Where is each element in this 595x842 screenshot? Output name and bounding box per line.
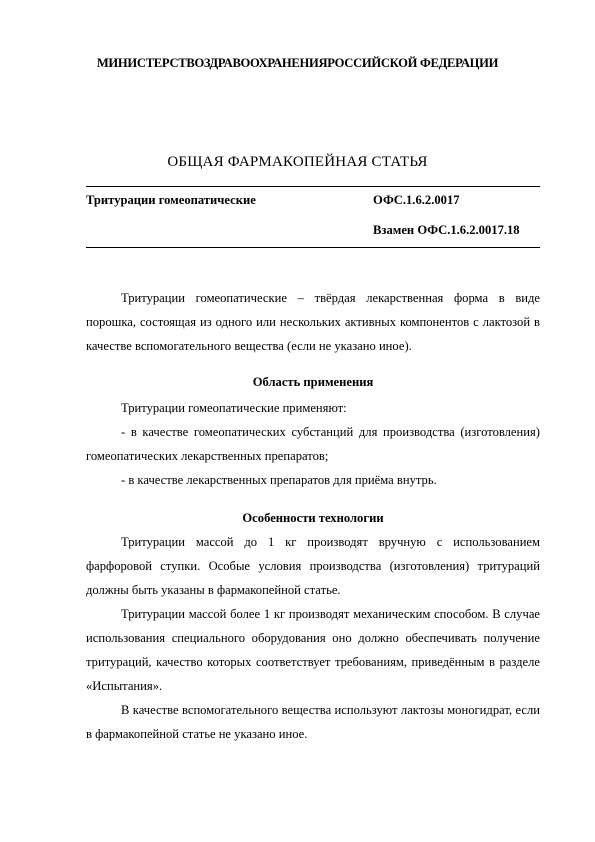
scope-item-2: - в качестве лекарственных препаратов для приёма внутрь. <box>121 473 437 487</box>
section-heading-scope: Область применения <box>252 375 374 389</box>
scope-lead: Тритурации гомеопатические применяют: <box>121 401 347 415</box>
header-rule-top <box>86 186 540 187</box>
ministry-header: МИНИСТЕРСТВОЗДРАВООХРАНЕНИЯРОССИЙСКОЙ ФЕДЕРАЦИИ <box>96 56 499 70</box>
section-heading-technology: Особенности технологии <box>242 511 384 525</box>
technology-paragraph-3: В качестве вспомогательного вещества используют лактозы моногидрат, если в фармакопейной статье не указано иное. <box>86 703 540 741</box>
technology-paragraph-1: Тритурации массой до 1 кг производят вручную с использованием фарфоровой ступки. Особые условия производства (изготовления) тритураций должны быть указаны в фармакопейной статье. <box>86 535 540 597</box>
technology-paragraph-2: Тритурации массой более 1 кг производят механическим способом. В случае использования специального оборудования оно должно обеспечивать получение тритураций, качество которых соответствует требованиям, приведённым в разделе «Испытания». <box>86 607 540 693</box>
intro-paragraph: Тритурации гомеопатические – твёрдая лекарственная форма в виде порошка, состоящая из одного или нескольких активных компонентов с лактозой в качестве вспомогательного вещества (если не указано иное). <box>86 291 540 353</box>
monograph-code: ОФС.1.6.2.0017 <box>373 193 460 207</box>
scope-item-1: - в качестве гомеопатических субстанций для производства (изготовления) гомеопатических лекарственных препаратов; <box>86 425 540 463</box>
document-title: ОБЩАЯ ФАРМАКОПЕЙНАЯ СТАТЬЯ <box>167 154 428 170</box>
monograph-replaces: Взамен ОФС.1.6.2.0017.18 <box>373 223 520 237</box>
header-rule-bottom <box>86 247 540 248</box>
monograph-name: Тритурации гомеопатические <box>86 193 256 207</box>
